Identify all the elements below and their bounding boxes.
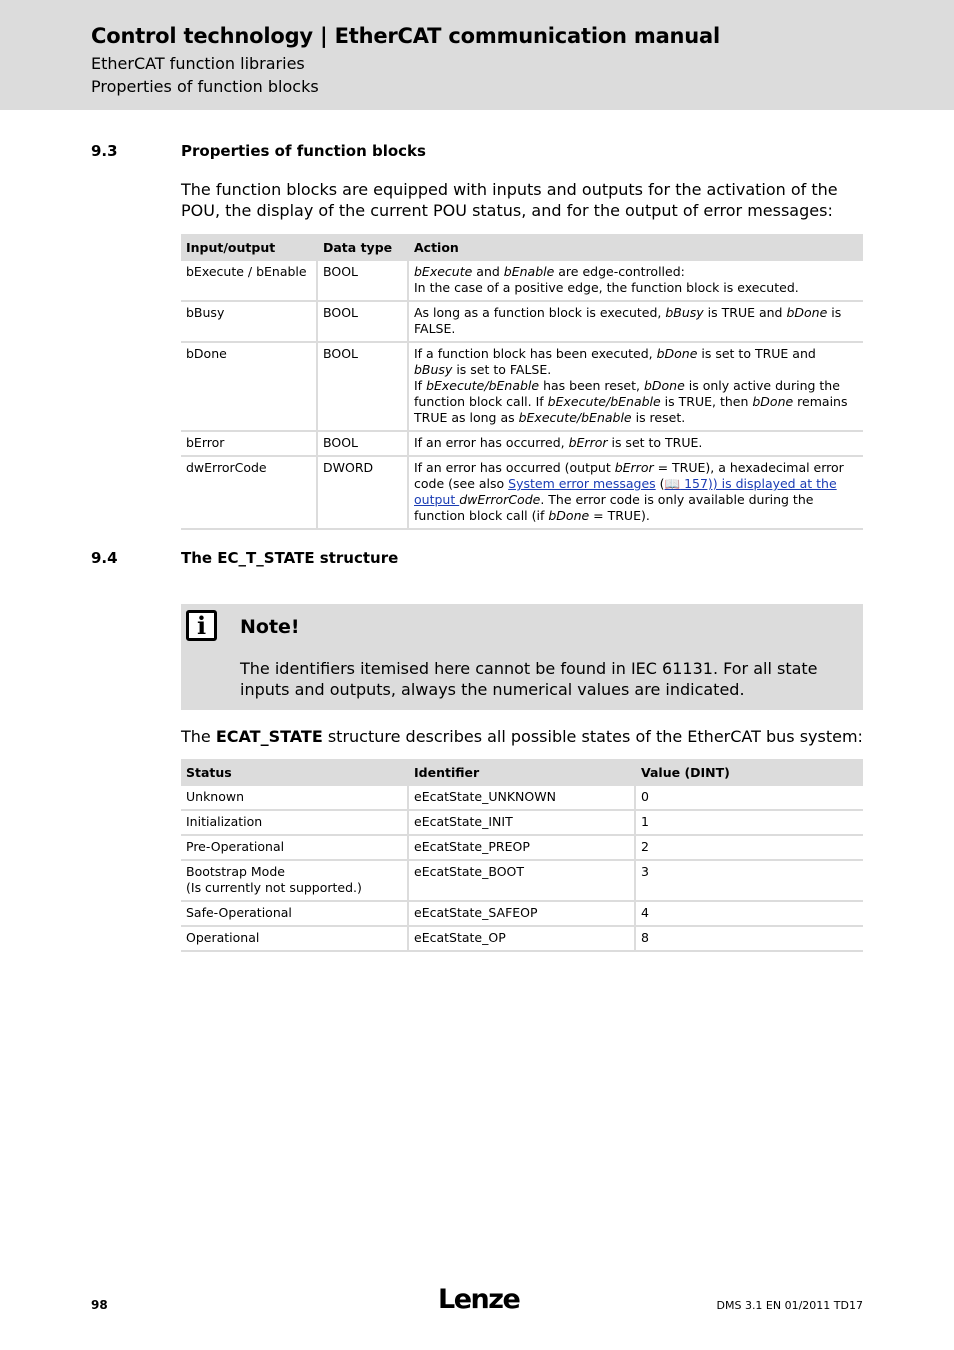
io-properties-table	[181, 234, 863, 530]
identifier-cell: eEcatState_INIT	[408, 810, 635, 835]
ecat-state-table	[181, 759, 863, 952]
table-row	[181, 301, 863, 342]
data-type: BOOL	[317, 301, 408, 342]
section-breadcrumb: Properties of function blocks	[91, 77, 319, 96]
data-type: BOOL	[317, 261, 408, 301]
identifier-cell: eEcatState_SAFEOP	[408, 901, 635, 926]
io-name: bError	[181, 431, 317, 456]
column-header: Data type	[317, 234, 408, 261]
table-header-row	[181, 759, 863, 786]
column-header: Status	[181, 759, 408, 786]
io-name: bDone	[181, 342, 317, 431]
table-row	[181, 431, 863, 456]
table-row	[181, 786, 863, 810]
table-row	[181, 901, 863, 926]
section-number: 9.4	[91, 549, 118, 567]
structure-intro: The ECAT_STATE structure describes all possible states of the EtherCAT bus system:	[181, 727, 863, 746]
status-cell: Operational	[181, 926, 408, 951]
value-cell: 0	[635, 786, 863, 810]
column-header: Identifier	[408, 759, 635, 786]
identifier-cell: eEcatState_UNKNOWN	[408, 786, 635, 810]
data-type: BOOL	[317, 342, 408, 431]
intro-paragraph: The function blocks are equipped with inputs and outputs for the activation of the POU, the display of the current POU status, and for the output of error messages:	[181, 180, 838, 220]
table-row	[181, 342, 863, 431]
status-cell: Bootstrap Mode (Is currently not supported.)	[181, 860, 408, 901]
table-row	[181, 926, 863, 951]
value-cell: 4	[635, 901, 863, 926]
table-header-row	[181, 234, 863, 261]
action-text: If a function block has been executed, bDone is set to TRUE and bBusy is set to FALSE. If bExecute/bEnable has been reset, bDone is only active during the function block call. If bExecute/bEnable is TRUE, then bDone remains TRUE as long as bExecute/bEnable is reset.	[408, 342, 863, 431]
column-header: Action	[408, 234, 863, 261]
io-name: bBusy	[181, 301, 317, 342]
manual-title: Control technology | EtherCAT communication manual	[91, 24, 721, 48]
value-cell: 2	[635, 835, 863, 860]
io-name: dwErrorCode	[181, 456, 317, 529]
identifier-cell: eEcatState_BOOT	[408, 860, 635, 901]
page-number: 98	[91, 1298, 108, 1312]
section-title: Properties of function blocks	[181, 142, 426, 160]
identifier-cell: eEcatState_OP	[408, 926, 635, 951]
action-text: As long as a function block is executed, bBusy is TRUE and bDone is FALSE.	[408, 301, 863, 342]
status-cell: Safe-Operational	[181, 901, 408, 926]
section-title: The EC_T_STATE structure	[181, 549, 399, 567]
table-row	[181, 456, 863, 529]
column-header: Input/output	[181, 234, 317, 261]
chapter-title: EtherCAT function libraries	[91, 54, 305, 73]
note-title: Note!	[240, 616, 300, 638]
page-header	[0, 0, 954, 110]
structure-name: ECAT_STATE	[215, 727, 323, 746]
value-cell: 8	[635, 926, 863, 951]
action-text: If an error has occurred (output bError = TRUE), a hexadecimal error code (see also System error messages (📖 157)) is displayed at the output dwErrorCode. The error code is only available during the function block call (if bDone = TRUE).	[408, 456, 863, 529]
status-cell: Unknown	[181, 786, 408, 810]
note-text: The identifiers itemised here cannot be found in IEC 61131. For all state inputs and outputs, always the numerical values are indicated.	[240, 659, 818, 699]
section-number: 9.3	[91, 142, 118, 160]
info-icon: i	[186, 610, 217, 641]
table-row	[181, 860, 863, 901]
data-type: DWORD	[317, 456, 408, 529]
table-row	[181, 261, 863, 301]
book-reference-icon[interactable]: 📖	[664, 476, 681, 491]
status-cell: Pre-Operational	[181, 835, 408, 860]
data-type: BOOL	[317, 431, 408, 456]
io-name: bExecute / bEnable	[181, 261, 317, 301]
status-note: (Is currently not supported.)	[186, 880, 362, 895]
value-cell: 1	[635, 810, 863, 835]
system-error-messages-link[interactable]: System error messages	[508, 476, 656, 491]
column-header: Value (DINT)	[635, 759, 863, 786]
lenze-logo: Lenze	[438, 1284, 520, 1315]
table-row	[181, 835, 863, 860]
value-cell: 3	[635, 860, 863, 901]
table-row	[181, 810, 863, 835]
status-cell: Initialization	[181, 810, 408, 835]
note-box	[181, 604, 863, 710]
action-text: bExecute and bEnable are edge-controlled: In the case of a positive edge, the function block is executed.	[408, 261, 863, 301]
identifier-cell: eEcatState_PREOP	[408, 835, 635, 860]
document-id: DMS 3.1 EN 01/2011 TD17	[716, 1299, 863, 1312]
action-text: If an error has occurred, bError is set to TRUE.	[408, 431, 863, 456]
page-reference-link[interactable]: 157)) is displayed at the output	[414, 476, 837, 507]
